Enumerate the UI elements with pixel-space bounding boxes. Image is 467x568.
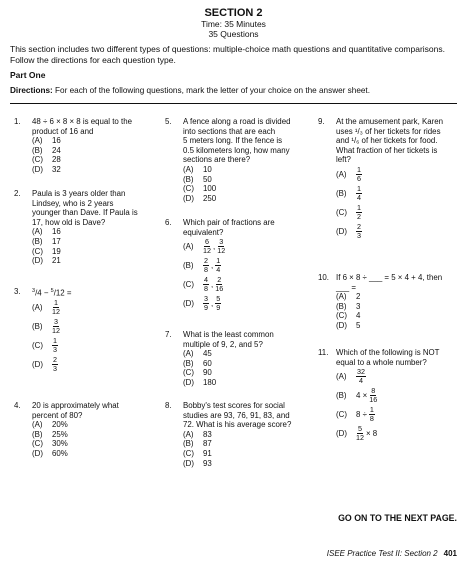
page-number: 401 bbox=[443, 549, 457, 558]
page-footer bbox=[327, 549, 457, 558]
option-c[interactable]: (C) 90 bbox=[183, 368, 212, 378]
question-body bbox=[32, 287, 72, 374]
option-a[interactable]: (A) 83 bbox=[183, 429, 212, 439]
time-limit: Time: 35 Minutes bbox=[201, 19, 266, 29]
option-d[interactable]: (D) 2 3 bbox=[32, 355, 57, 374]
option-d[interactable]: (D) 2 3 bbox=[336, 221, 361, 240]
option-d[interactable]: (D) $\frac{5}{12}$ × 8 bbox=[336, 424, 378, 443]
question-body bbox=[183, 401, 291, 468]
option-a[interactable]: (A) 2 bbox=[336, 292, 361, 302]
divider bbox=[10, 103, 457, 104]
option-c[interactable]: (C) 100 bbox=[183, 184, 217, 194]
question-number: 11. bbox=[318, 348, 329, 357]
option-c[interactable]: (C) 28 bbox=[32, 155, 61, 165]
question-number: 9. bbox=[318, 117, 325, 126]
option-c[interactable]: (C) 1 2 bbox=[336, 202, 361, 221]
intro-text: This section includes two different types of questions: multiple-choice math questions and quantitative comparisons. Follow the directions for each question type. bbox=[10, 44, 445, 65]
question-stem: 48 ÷ 6 × 8 × 8 is equal to the product of 16 and bbox=[32, 117, 132, 136]
option-a[interactable]: (A) 32 4 bbox=[336, 367, 365, 386]
question-number: 3. bbox=[14, 287, 21, 296]
question-stem: Which pair of fractions are equivalent? bbox=[183, 218, 275, 237]
option-c[interactable]: (C) 4 8 , 2 16 bbox=[183, 275, 224, 294]
option-b[interactable]: (B) 87 bbox=[183, 439, 212, 449]
question-number: 8. bbox=[165, 401, 172, 410]
question-body bbox=[336, 348, 440, 443]
option-b[interactable]: (B) 60 bbox=[183, 358, 212, 368]
part-heading: Part One bbox=[10, 70, 46, 80]
question-stem: If 6 × 8 ÷ ___ = 5 × 4 + 4, then ___ = bbox=[336, 273, 443, 292]
option-a[interactable]: (A) 16 bbox=[32, 227, 61, 237]
option-b[interactable]: (B) 25% bbox=[32, 429, 68, 439]
option-a[interactable]: (A) 10 bbox=[183, 164, 212, 174]
option-c[interactable]: (C) 1 3 bbox=[32, 336, 57, 355]
question-stem: What is the least common multiple of 9, 2, and 5? bbox=[183, 330, 274, 349]
option-c[interactable]: (C) 19 bbox=[32, 246, 61, 256]
option-a[interactable]: (A) 6 12 , 3 12 bbox=[183, 237, 226, 256]
question-body bbox=[183, 117, 290, 203]
option-c[interactable]: (C) 30% bbox=[32, 439, 68, 449]
question-number: 7. bbox=[165, 330, 172, 339]
question-body bbox=[183, 218, 275, 313]
option-b[interactable]: (B) 3 bbox=[336, 301, 361, 311]
option-b[interactable]: (B) 17 bbox=[32, 236, 61, 246]
option-d[interactable]: (D) 180 bbox=[183, 377, 217, 387]
option-b[interactable]: (B) 50 bbox=[183, 174, 212, 184]
question-body bbox=[336, 117, 443, 241]
option-d[interactable]: (D) 21 bbox=[32, 256, 61, 266]
option-a[interactable]: (A) 1 12 bbox=[32, 298, 60, 317]
question-number: 10. bbox=[318, 273, 329, 282]
section-title: SECTION 2 bbox=[204, 7, 263, 19]
directions-text: For each of the following questions, mark the letter of your choice on the answer sheet. bbox=[52, 86, 370, 95]
option-b[interactable]: (B) 24 bbox=[32, 145, 61, 155]
option-c[interactable]: (C) 8 ÷ $\frac{1}{8}$ bbox=[336, 405, 374, 424]
directions bbox=[10, 86, 460, 95]
question-number: 2. bbox=[14, 189, 21, 198]
option-a[interactable]: (A) 45 bbox=[183, 349, 212, 359]
go-on-notice: GO ON TO THE NEXT PAGE. bbox=[338, 513, 457, 523]
option-d[interactable]: (D) 60% bbox=[32, 448, 68, 458]
option-d[interactable]: (D) 250 bbox=[183, 193, 217, 203]
option-d[interactable]: (D) 93 bbox=[183, 458, 212, 468]
option-d[interactable]: (D) 32 bbox=[32, 164, 61, 174]
question-number: 1. bbox=[14, 117, 21, 126]
directions-label: Directions: bbox=[10, 86, 53, 95]
question-stem: $^3$/4 − $^5$/12 = bbox=[32, 288, 72, 298]
question-body bbox=[32, 189, 138, 266]
question-number: 5. bbox=[165, 117, 172, 126]
question-stem: Bobby's test scores for social studies are 93, 76, 91, 83, and 72. What is his average score? bbox=[183, 401, 292, 430]
option-d[interactable]: (D) 5 bbox=[336, 320, 361, 330]
question-number: 4. bbox=[14, 401, 21, 410]
option-b[interactable]: (B) 3 12 bbox=[32, 317, 60, 336]
option-c[interactable]: (C) 91 bbox=[183, 448, 212, 458]
option-b[interactable]: (B) 1 4 bbox=[336, 183, 361, 202]
question-body bbox=[336, 273, 442, 331]
question-count: 35 Questions bbox=[208, 29, 259, 39]
question-stem: 20 is approximately what percent of 80? bbox=[32, 401, 119, 420]
question-stem: Which of the following is NOT equal to a whole number? bbox=[336, 348, 440, 367]
footer-title: ISEE Practice Test II: Section 2 bbox=[326, 549, 438, 558]
question-body bbox=[32, 117, 132, 175]
option-b[interactable]: (B) 4 × $\frac{8}{16}$ bbox=[336, 386, 378, 405]
option-c[interactable]: (C) 4 bbox=[336, 311, 361, 321]
question-stem: At the amusement park, Karen uses ¹/₃ of her tickets for rides and ¹/₆ of her tickets for food. What fraction of her tickets is left? bbox=[336, 117, 444, 165]
question-number: 6. bbox=[165, 218, 172, 227]
option-d[interactable]: (D) 3 9 , 5 9 bbox=[183, 294, 221, 313]
question-body bbox=[32, 401, 119, 459]
option-a[interactable]: (A) 16 bbox=[32, 136, 61, 146]
question-stem: A fence along a road is divided into sections that are each 5 meters long. If the fence is 0.5 kilometers long, how many sections are there? bbox=[183, 117, 291, 165]
option-b[interactable]: (B) 2 8 , 1 4 bbox=[183, 256, 221, 275]
option-a[interactable]: (A) 20% bbox=[32, 420, 68, 430]
question-stem: Paula is 3 years older than Lindsey, who is 2 years younger than Dave. If Paula is 17, how old is Dave? bbox=[32, 189, 138, 227]
question-body bbox=[183, 330, 274, 388]
option-a[interactable]: (A) 1 6 bbox=[336, 164, 361, 183]
